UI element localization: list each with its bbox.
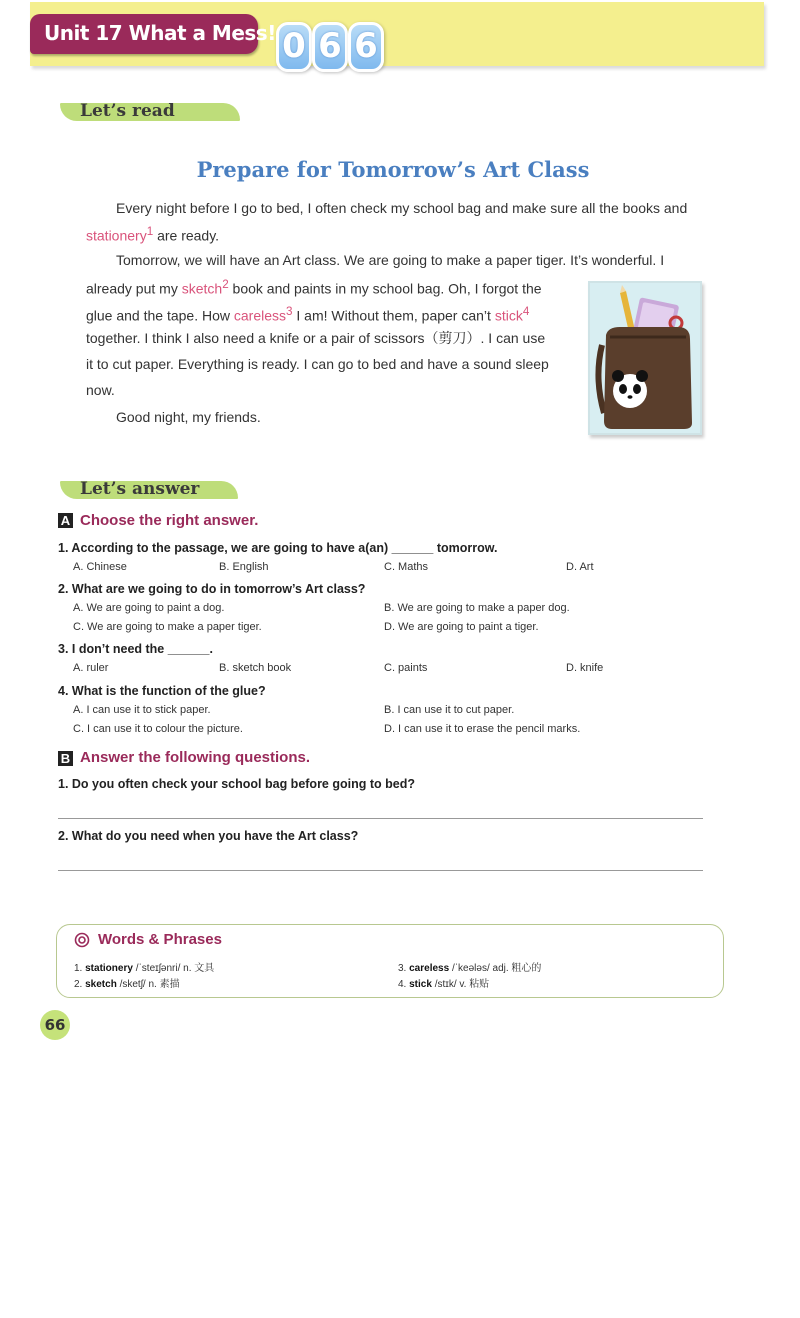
vocab-definition: /sketʃ/ n. 素描: [116, 979, 180, 990]
vocab-superscript: 4: [522, 305, 530, 318]
vocab-entry: [398, 959, 541, 974]
page-number: 66: [40, 1010, 70, 1040]
vocab-entry: [74, 959, 214, 974]
option[interactable]: D. I can use it to erase the pencil marks.: [384, 723, 581, 735]
page-code-digit: 6: [348, 22, 384, 72]
page-code-digit: 6: [312, 22, 348, 72]
vocab-superscript: 3: [286, 305, 293, 318]
vocab-term: stationery: [85, 963, 133, 974]
vocab-word: stationery: [86, 227, 147, 244]
vocab-number: 4.: [398, 979, 407, 990]
vocab-entry: [74, 975, 180, 990]
option[interactable]: D. Art: [566, 561, 594, 573]
vocab-superscript: 2: [222, 278, 229, 291]
option[interactable]: B. I can use it to cut paper.: [384, 704, 515, 716]
option[interactable]: A. I can use it to stick paper.: [73, 704, 211, 716]
vocab-number: 2.: [74, 979, 83, 990]
question-2: 2. What are we going to do in tomorrow’s Art class?: [58, 582, 366, 596]
backpack-illustration: [588, 281, 702, 435]
option[interactable]: D. knife: [566, 662, 604, 674]
vocab-word: stick: [494, 307, 523, 324]
option[interactable]: C. We are going to make a paper tiger.: [73, 621, 262, 633]
vocab-superscript: 1: [146, 225, 154, 238]
option[interactable]: D. We are going to paint a tiger.: [384, 621, 539, 633]
backpack-icon: [590, 283, 700, 433]
question-4: 4. What is the function of the glue?: [58, 684, 266, 698]
question-1: 1. According to the passage, we are going to have a(an) ______ tomorrow.: [58, 541, 498, 555]
answer-section-title: Let’s answer: [80, 479, 200, 499]
vocab-definition: /stɪk/ v. 粘贴: [431, 979, 490, 990]
paragraph-text: are ready.: [153, 227, 220, 244]
page-code-digit: 0: [276, 22, 312, 72]
paragraph-text: I am! Without them, paper can’t: [292, 307, 495, 324]
option[interactable]: C. Maths: [384, 561, 429, 573]
question-b2: 2. What do you need when you have the Art class?: [58, 829, 359, 843]
option[interactable]: C. I can use it to colour the picture.: [73, 723, 243, 735]
paragraph-line: Good night, my friends.: [116, 409, 261, 425]
option[interactable]: B. English: [219, 561, 269, 573]
paragraph-line: [86, 272, 542, 302]
paragraph-line: [86, 219, 219, 249]
target-icon: [74, 932, 90, 948]
paragraph-line: together. I think I also need a knife or a pair of scissors（剪刀）. I can use: [86, 330, 546, 346]
vocab-entry: [398, 975, 489, 990]
paragraph-line: Every night before I go to bed, I often check my school bag and make sure all the books and: [116, 200, 688, 216]
article-title: Prepare for Tomorrow’s Art Class: [196, 157, 590, 182]
question-b1: 1. Do you often check your school bag before going to bed?: [58, 777, 415, 791]
vocab-definition: /ˈsteɪʃənri/ n. 文具: [132, 963, 215, 974]
paragraph-line: now.: [86, 382, 115, 398]
vocab-number: 3.: [398, 963, 407, 974]
vocab-number: 1.: [74, 963, 83, 974]
option[interactable]: C. paints: [384, 662, 428, 674]
part-b-letter: B: [58, 751, 73, 766]
paragraph-line: it to cut paper. Everything is ready. I can go to bed and have a sound sleep: [86, 356, 549, 372]
option[interactable]: A. ruler: [73, 662, 109, 674]
paragraph-line: Tomorrow, we will have an Art class. We are going to make a paper tiger. It’s wonderful. I: [116, 252, 665, 268]
vocab-word: sketch: [181, 280, 223, 297]
vocab-definition: /ˈkeələs/ adj. 粗心的: [449, 963, 542, 974]
paragraph-text: book and paints in my school bag. Oh, I forgot the: [228, 280, 542, 297]
read-section-title: Let’s read: [80, 101, 175, 121]
part-b-heading: Answer the following questions.: [80, 749, 311, 766]
question-3: 3. I don’t need the ______.: [58, 642, 213, 656]
answer-line[interactable]: [58, 870, 703, 871]
words-phrases-title: Words & Phrases: [98, 931, 222, 948]
unit-label: Unit 17 What a Mess!: [44, 21, 276, 45]
option[interactable]: B. We are going to make a paper dog.: [384, 602, 570, 614]
vocab-term: stick: [409, 979, 432, 990]
part-a-letter: A: [58, 513, 73, 528]
vocab-word: careless: [233, 307, 287, 324]
option[interactable]: B. sketch book: [219, 662, 292, 674]
paragraph-text: already put my: [86, 280, 182, 297]
paragraph-text: glue and the tape. How: [86, 307, 234, 324]
option[interactable]: A. Chinese: [73, 561, 127, 573]
vocab-term: sketch: [85, 979, 117, 990]
part-a-heading: Choose the right answer.: [80, 512, 259, 529]
answer-line[interactable]: [58, 818, 703, 819]
option[interactable]: A. We are going to paint a dog.: [73, 602, 225, 614]
vocab-term: careless: [409, 963, 450, 974]
